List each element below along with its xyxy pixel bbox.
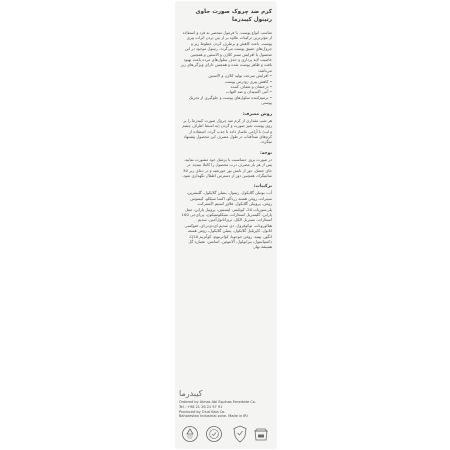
standard-seal-icon xyxy=(205,425,223,443)
brand-logo: کیبدرما xyxy=(179,389,203,398)
ordered-by-text: Ordered by Almas Abi Espinas Emertate Co. xyxy=(179,400,256,404)
feature-list xyxy=(180,73,272,105)
product-box-side xyxy=(176,2,276,448)
produced-by-text: Produced by Olud Kala Co. xyxy=(179,409,226,414)
period-after-opening-icon xyxy=(253,428,269,441)
certification-badges xyxy=(179,425,273,445)
usage-heading: روش مصرف: xyxy=(242,111,272,117)
address-text: Baharestan Industrial zone. Made in IRI xyxy=(179,414,248,419)
feature-item: • ترمیم‌کننده سلول‌های پوست و جلوگیری از تحریک پوستی xyxy=(180,95,272,106)
caution-text: در صورت بروز حساسیت با پزشک خود مشورت نمایید. پس از هر بار مصرف درب محصول را کاملا ببندید. در جای خشک، دور از تابش نور خورشید و در دمای زیر 30 سانتیگراد، همچنین دور از دسترس اطفال نگهداری شود. xyxy=(181,156,272,178)
recycle-icon xyxy=(181,425,199,443)
feature-item: • افزایش سرعت تولید کلاژن و الاستین xyxy=(180,73,272,78)
shield-icon xyxy=(233,425,247,443)
caution-heading: توجه: xyxy=(260,150,272,156)
phone-text: Tel : +98 21 26 21 97 91 xyxy=(179,404,223,409)
ingredients-text: آب، بوتیلن گلایکول، رتینول، پنتیلن گلایکول، گلیسرین، سیترات، روغن هسته زردآلو، اکسا سیکلو، کیسوس روغن، پروپیلن گلایکول، فلاور استیم اکسترکت، پلی‌سوربات 20، کوپلیمر، لیسیتین، پروپیل پارابن، متیل پارابن، گلیسریل استئارات، سیکلومتیکون، پی‌ای‌جی 100 استئارات، سیتریل الکل، تری‌اتانول‌آمین، سدیم هیالورونات، توکوفرول، دی سدیم ای‌دی‌تی‌ای، فنوکسی اتانول، کاپریلیل گلایکول، پنتیلن گلایکول، روغن هسته انگور، پپتید، روغن جوجوبا، کواترنیوم، کوآنزیم Q10، دکسپانتنول، بیزابولول، آلانتوئین، اسانس، عصاره گل همیشه بهار. xyxy=(181,190,272,250)
product-description xyxy=(180,8,272,250)
intro-text: مناسب انواع پوست. با فرمول منحصر به فرد و استفاده از مؤثرترین ترکیبات علاوه بر از بین بردن اثرات پیری پوست، باعث کاهش و برطرف کردن خطوط ریز و چروک‌های عمیق پوست می‌گردد. رتینول موجود در این محصول با افزایش سنتز کلاژن و الاستین و همچنین خاصیت لایه برداری و حذف سلول‌های مرده باعث بهبود بافت و ظاهر پوست شده و همچنین دارای ویژگی‌های زیر می‌باشد: xyxy=(180,30,272,73)
ingredients-heading: ترکیبات: xyxy=(253,184,272,190)
product-title: کرم ضد چروک صورت حاوی رتینول کیبدرما xyxy=(195,9,272,23)
usage-text: هر شب مقداری از کرم ضد چروک صورت کیبدرما را بر روی پوست تمیز صورت و گردن (به استثنا اطراف چشم و لب) با آرامی ماساژ داده تا جذب گردد. استفاده از کرم‌های ضدآفتاب در طول مصرف این محصول پیشنهاد میگردد. xyxy=(182,117,272,145)
feature-item: • آنتی اکسیدان و ضد التهاب xyxy=(180,89,272,94)
feature-item: • کاهش پیری زودرس پوست xyxy=(180,79,272,84)
feature-item: • درخشان و شفاف کننده xyxy=(180,84,272,89)
manufacturer-footer xyxy=(179,389,273,419)
